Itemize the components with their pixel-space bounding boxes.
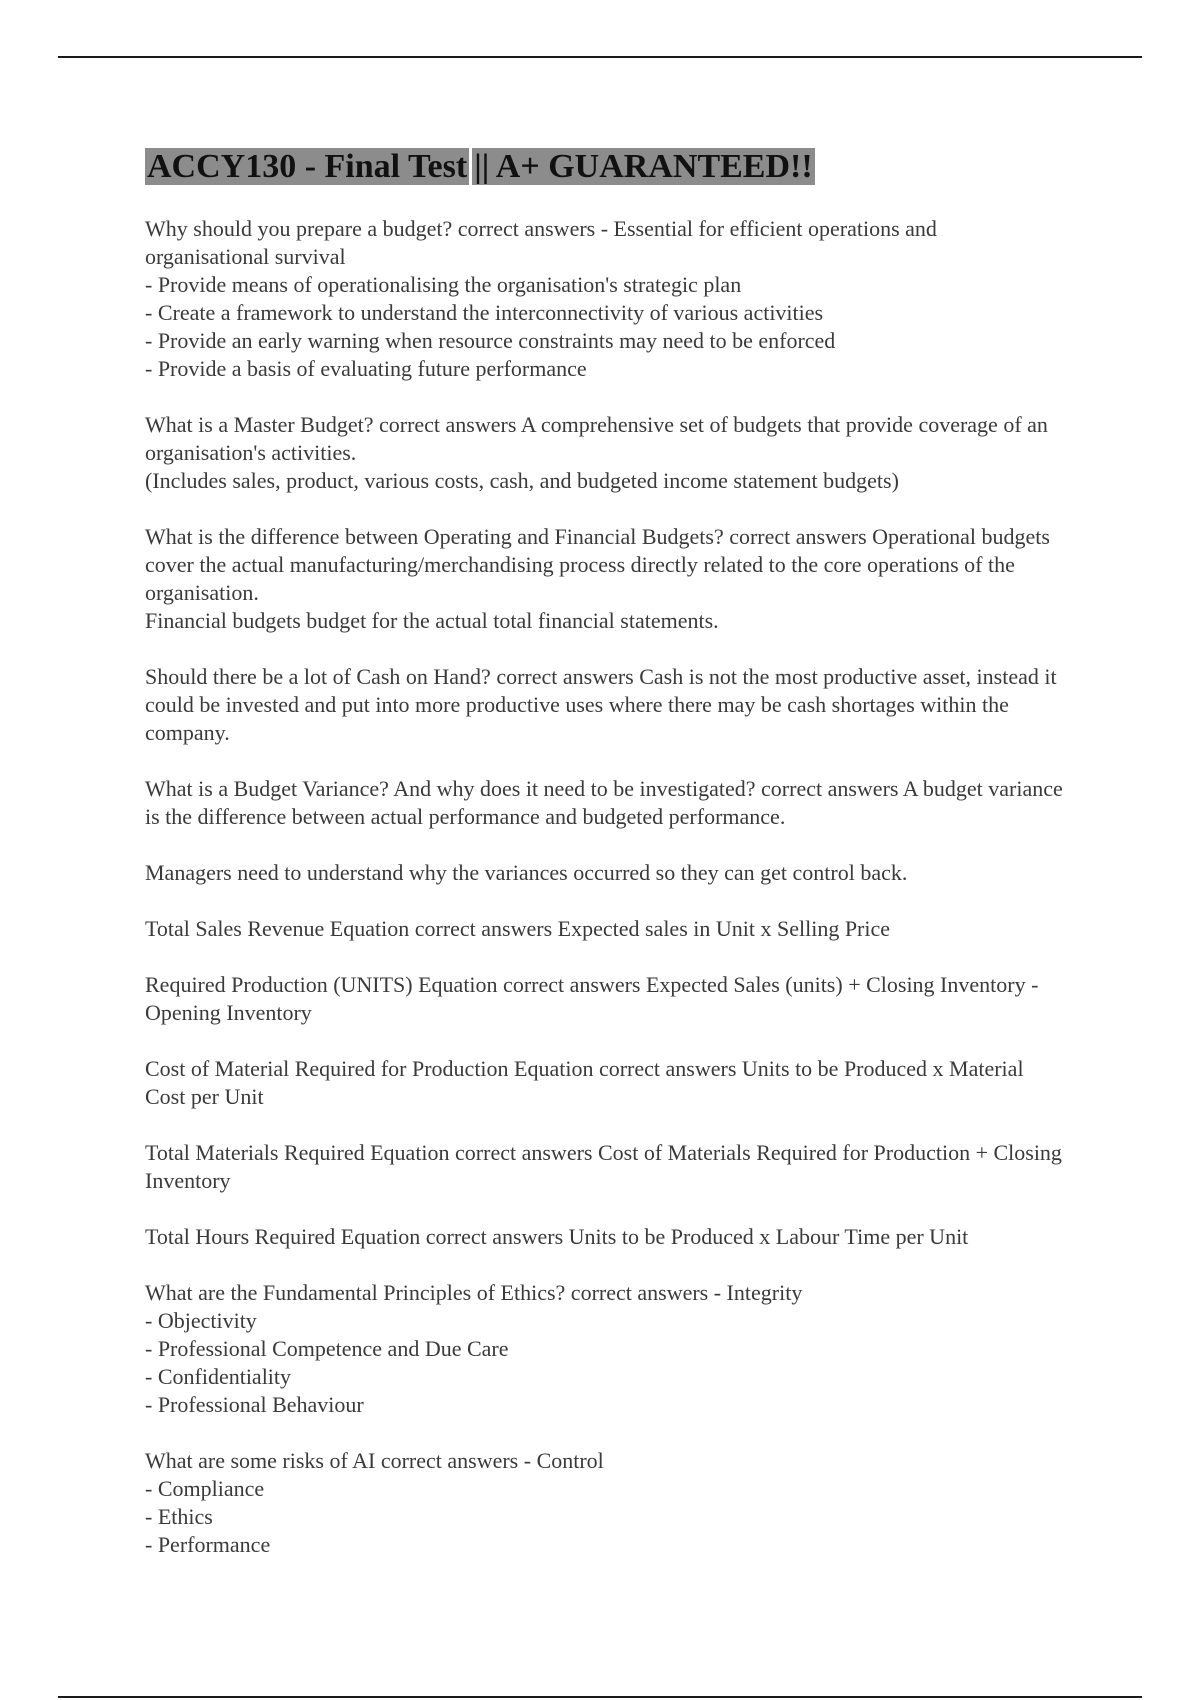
qa-master-budget: What is a Master Budget? correct answers A comprehensive set of budgets that provide coverage of an organisation's activities. (Includes sales, product, various costs, cash, and budgeted income statement budgets) bbox=[145, 412, 1048, 493]
qa-ai-risks: What are some risks of AI correct answers - Control - Compliance - Ethics - Performance bbox=[145, 1448, 604, 1557]
qa-ethics-principles: What are the Fundamental Principles of Ethics? correct answers - Integrity - Objectivity - Professional Competence and Due Care - Confidentiality - Professional Behaviour bbox=[145, 1280, 803, 1417]
top-divider bbox=[58, 56, 1142, 58]
qa-sales-revenue-equation: Total Sales Revenue Equation correct answers Expected sales in Unit x Selling Price bbox=[145, 916, 891, 941]
bottom-divider bbox=[58, 1696, 1142, 1698]
qa-total-hours-equation: Total Hours Required Equation correct answers Units to be Produced x Labour Time per Unit bbox=[145, 1224, 969, 1249]
qa-material-cost-equation: Cost of Material Required for Production Equation correct answers Units to be Produced x Material Cost per Unit bbox=[145, 1056, 1024, 1109]
title-part-2: || A+ GUARANTEED!! bbox=[474, 148, 813, 185]
qa-cash-on-hand: Should there be a lot of Cash on Hand? correct answers Cash is not the most productive asset, instead it could be invested and put into more productive uses where there may be cash shortages within the company. bbox=[145, 664, 1057, 745]
page-title bbox=[145, 145, 1065, 189]
qa-total-materials-equation: Total Materials Required Equation correct answers Cost of Materials Required for Production + Closing Inventory bbox=[145, 1140, 1062, 1193]
qa-why-prepare-budget: Why should you prepare a budget? correct answers - Essential for efficient operations and organisational survival - Provide means of operationalising the organisation's strategic plan - Create a framework to understand the interconnectivity of various activities - Provide an early warning when resource constraints may need to be enforced - Provide a basis of evaluating future performance bbox=[145, 216, 937, 381]
qa-variance-control: Managers need to understand why the variances occurred so they can get control back. bbox=[145, 860, 908, 885]
title-part-1: ACCY130 - Final Test bbox=[147, 148, 468, 185]
qa-budget-variance: What is a Budget Variance? And why does it need to be investigated? correct answers A budget variance is the difference between actual performance and budgeted performance. bbox=[145, 776, 1063, 829]
qa-operating-vs-financial: What is the difference between Operating and Financial Budgets? correct answers Operational budgets cover the actual manufacturing/merchandising process directly related to the core operations of the organisation. Financial budgets budget for the actual total financial statements. bbox=[145, 524, 1050, 633]
document-body bbox=[145, 145, 1065, 1587]
qa-required-production-equation: Required Production (UNITS) Equation correct answers Expected Sales (units) + Closing Inventory - Opening Inventory bbox=[145, 972, 1039, 1025]
